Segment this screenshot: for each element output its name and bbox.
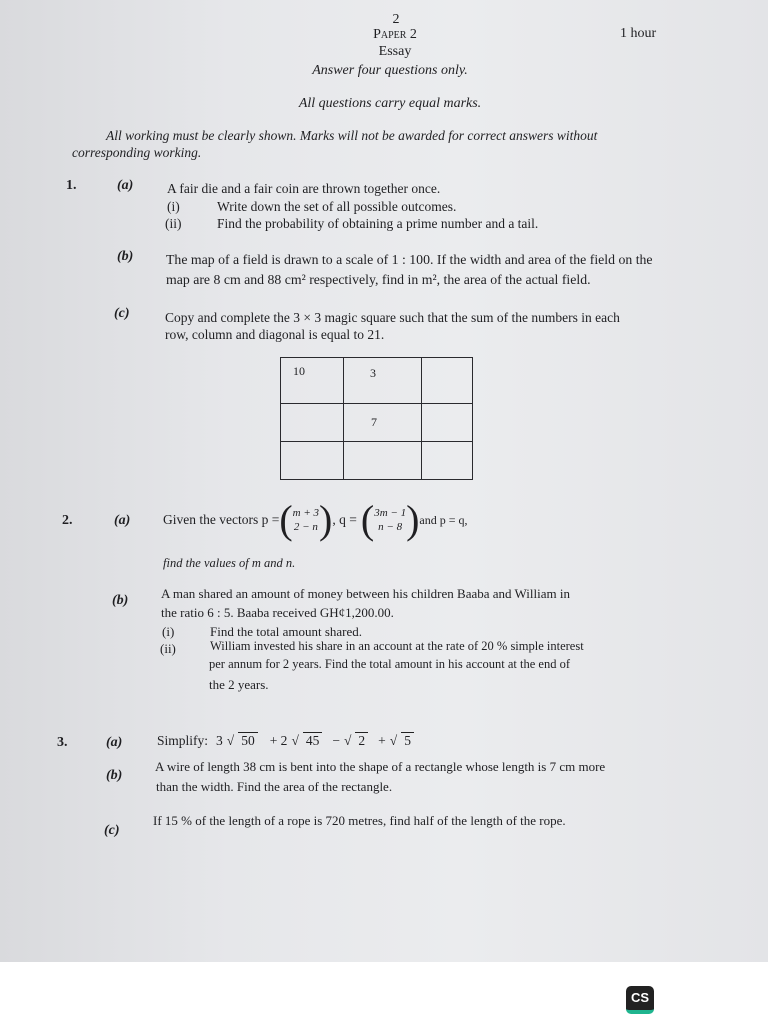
instruction-answer: Answer four questions only. xyxy=(312,63,468,78)
q2-b-ii-line2: per annum for 2 years. Find the total amount in his account at the end of xyxy=(209,657,571,671)
q3-part-a-label: (a) xyxy=(106,735,123,750)
q1-a-i-label: (i) xyxy=(167,199,180,214)
q1-part-a-label: (a) xyxy=(117,178,134,193)
term1-coefficient: 3 xyxy=(216,732,223,748)
left-paren-p: ( xyxy=(279,497,293,542)
radical-icon: √ xyxy=(226,732,235,748)
q2-given-text: Given the vectors p = xyxy=(163,512,280,527)
q2-b-i-label: (i) xyxy=(162,624,175,639)
right-paren-q: ) xyxy=(406,497,420,542)
magic-square-cell: 7 xyxy=(344,404,422,442)
q2-part-b-label: (b) xyxy=(112,593,129,608)
paper-title: Paper 2 xyxy=(373,27,417,42)
q1-part-b-line1: The map of a field is drawn to a scale of 1 : 100. If the width and area of the field on the xyxy=(166,252,653,267)
duration: 1 hour xyxy=(620,26,657,41)
magic-square-cell: 3 xyxy=(344,358,422,404)
q1-part-c-line2: row, column and diagonal is equal to 21. xyxy=(165,327,385,342)
magic-square-cell xyxy=(281,442,344,480)
magic-square-cell xyxy=(422,404,473,442)
right-paren-p: ) xyxy=(319,497,333,542)
q2-b-ii-label: (ii) xyxy=(160,641,176,656)
question-2-number: 2. xyxy=(62,513,73,528)
q1-part-c-label: (c) xyxy=(114,306,130,321)
paper-type: Essay xyxy=(378,44,412,59)
q2-part-a-label: (a) xyxy=(114,513,131,528)
and-p-equals-q: and p = q, xyxy=(419,512,468,527)
vector-p-bottom: 2 − n xyxy=(293,521,318,533)
q-equals-text: , q = xyxy=(332,512,357,527)
vector-p xyxy=(293,506,319,534)
q1-part-b-label: (b) xyxy=(117,249,134,264)
q2-b-ii-line1: William invested his share in an account at the rate of 20 % simple interest xyxy=(210,639,584,653)
q3-part-c-label: (c) xyxy=(104,823,120,838)
term2-coefficient: + 2 xyxy=(269,732,288,748)
q1-a-ii-label: (ii) xyxy=(165,216,182,231)
radical-icon: √ xyxy=(291,732,299,748)
term3-operator: − xyxy=(332,732,340,748)
q1-a-i-text: Write down the set of all possible outcomes. xyxy=(217,199,457,214)
vector-p-top: m + 3 xyxy=(292,507,320,519)
term3-radicand: 2 xyxy=(355,732,368,749)
q3-part-b-label: (b) xyxy=(106,768,123,783)
q3-part-c-text: If 15 % of the length of a rope is 720 metres, find half of the length of the rope. xyxy=(153,813,566,828)
term2-radicand: 45 xyxy=(303,732,323,749)
q1-part-c-line1: Copy and complete the 3 × 3 magic square such that the sum of the numbers in each xyxy=(165,310,620,325)
q2-find-text: find the values of m and n. xyxy=(163,556,296,570)
magic-square-grid xyxy=(280,357,473,480)
instruction-marks: All questions carry equal marks. xyxy=(298,96,482,111)
term1-radicand: 50 xyxy=(238,732,258,749)
q2-part-b-line1: A man shared an amount of money between his children Baaba and William in xyxy=(161,586,570,601)
q2-b-i-text: Find the total amount shared. xyxy=(210,624,363,639)
q2-b-ii-line3: the 2 years. xyxy=(209,677,269,692)
magic-square-cell: 10 xyxy=(281,358,344,404)
q3-part-b-line2: than the width. Find the area of the rectangle. xyxy=(156,779,393,794)
vector-q-bottom: n − 8 xyxy=(378,521,403,533)
term4-operator: + xyxy=(378,732,386,748)
magic-square-cell xyxy=(422,442,473,480)
working-instruction-line2: corresponding working. xyxy=(72,145,202,160)
page-number: 2 xyxy=(392,12,400,27)
simplify-label: Simplify: xyxy=(157,732,209,748)
q2-part-b-line2: the ratio 6 : 5. Baaba received GH¢1,200.00. xyxy=(161,605,394,620)
q3-simplify-expression xyxy=(157,732,414,749)
q1-part-a-text: A fair die and a fair coin are thrown together once. xyxy=(167,181,441,196)
magic-square-cell xyxy=(281,404,344,442)
radical-icon: √ xyxy=(343,732,352,748)
q2-vector-expression xyxy=(163,497,468,542)
question-3-number: 3. xyxy=(57,735,68,750)
radical-icon: √ xyxy=(389,732,398,748)
vector-q xyxy=(374,506,406,534)
term4-radicand: 5 xyxy=(401,732,414,749)
working-instruction-line1: All working must be clearly shown. Marks will not be awarded for correct answers without xyxy=(106,128,598,143)
magic-square-cell xyxy=(344,442,422,480)
question-1-number: 1. xyxy=(66,178,77,193)
q1-part-b-line2: map are 8 cm and 88 cm² respectively, find in m², the area of the actual field. xyxy=(166,272,591,287)
magic-square-cell xyxy=(422,358,473,404)
vector-q-top: 3m − 1 xyxy=(374,507,407,519)
q3-part-b-line1: A wire of length 38 cm is bent into the shape of a rectangle whose length is 7 cm more xyxy=(155,759,606,774)
left-paren-q: ( xyxy=(360,497,375,542)
camscanner-logo-icon: CS xyxy=(626,986,654,1014)
q1-a-ii-text: Find the probability of obtaining a prime number and a tail. xyxy=(217,216,539,231)
